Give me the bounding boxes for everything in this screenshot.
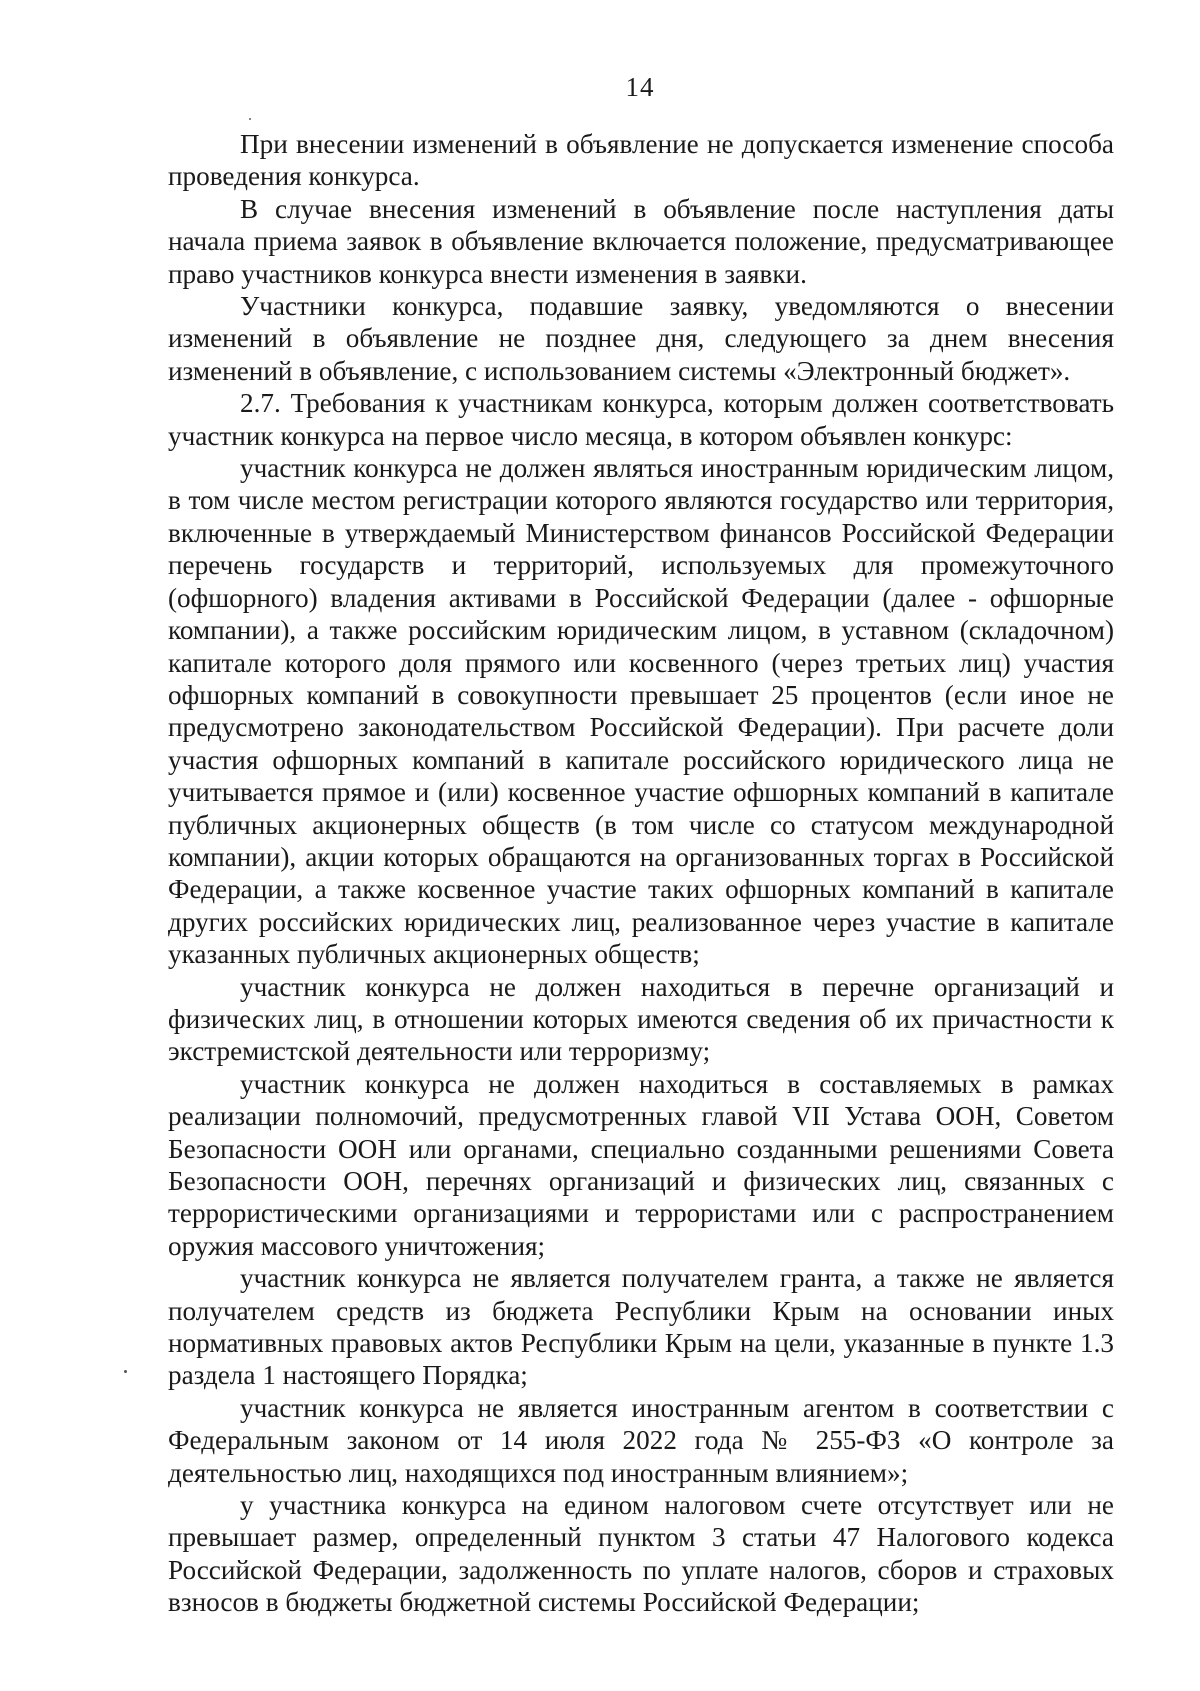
paragraph: участник конкурса не является иностранным агентом в соответствии с Федеральным законом от 14 июля 2022 года № 255-ФЗ «О контроле за деятельностью лиц, находящихся под иностранным влиянием»;	[168, 1392, 1114, 1488]
scan-speck	[124, 1370, 127, 1373]
section-2-7-paragraph: 2.7. Требования к участникам конкурса, которым должен соответствовать участник конкурса на первое число месяца, в котором объявлен конкурс:	[168, 388, 1114, 451]
paragraph: При внесении изменений в объявление не допускается изменение способа проведения конкурса.	[168, 129, 1114, 192]
paragraph: Участники конкурса, подавшие заявку, уведомляются о внесении изменений в объявление не позднее дня, следующего за днем внесения изменений в объявление, с использованием системы «Электронный бюджет».	[168, 291, 1114, 386]
paragraph: участник конкурса не должен являться иностранным юридическим лицом, в том числе местом регистрации которого являются государство или территория, включенные в утверждаемый Министерством финансов Российской Федерации перечень государств и территорий, используемых для промежуточного (офшорного) владения активами в Российской Федерации (далее - офшорные компании), а также российским юридическим лицом, в уставном (складочном) капитале которого доля прямого или косвенного (через третьих лиц) участия офшорных компаний в совокупности превышает 25 процентов (если иное не предусмотрено законодательством Российской Федерации). При расчете доли участия офшорных компаний в капитале российского юридического лица не учитывается прямое и (или) косвенное участие офшорных компаний в капитале публичных акционерных обществ (в том числе со статусом международной компании), акции которых обращаются на организованных торгах в Российской Федерации, а также косвенное участие таких офшорных компаний в капитале других российских юридических лиц, реализованное через участие в капитале указанных публичных акционерных обществ;	[168, 453, 1114, 970]
scan-speck	[249, 118, 251, 120]
paragraph: у участника конкурса на едином налоговом счете отсутствует или не превышает размер, определенный пунктом 3 статьи 47 Налогового кодекса Российской Федерации, задолженность по уплате налогов, сборов и страховых взносов в бюджеты бюджетной системы Российской Федерации;	[168, 1490, 1114, 1618]
document-body	[168, 128, 1114, 1619]
paragraph: участник конкурса не должен находиться в составляемых в рамках реализации полномочий, предусмотренных главой VII Устава ООН, Советом Безопасности ООН или органами, специально созданными решениями Совета Безопасности ООН, перечнях организаций и физических лиц, связанных с террористическими организациями и террористами или с распространением оружия массового уничтожения;	[168, 1068, 1114, 1261]
paragraph: участник конкурса не должен находиться в перечне организаций и физических лиц, в отношении которых имеются сведения об их причастности к экстремистской деятельности или терроризму;	[168, 971, 1114, 1067]
paragraph: участник конкурса не является получателем гранта, а также не является получателем средств из бюджета Республики Крым на основании иных нормативных правовых актов Республики Крым на цели, указанные в пункте 1.3 раздела 1 настоящего Порядка;	[168, 1263, 1114, 1391]
page-number: 14	[625, 72, 655, 102]
paragraph: В случае внесения изменений в объявление после наступления даты начала приема заявок в объявление включается положение, предусматривающее право участников конкурса внести изменения в заявки.	[168, 193, 1114, 289]
